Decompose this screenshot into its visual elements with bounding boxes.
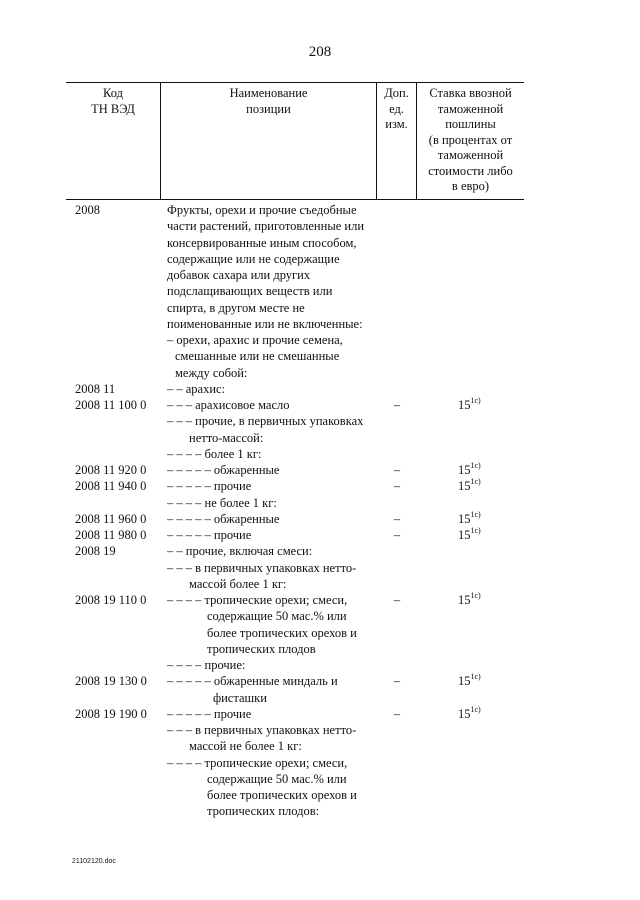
row-name-line: – – – – – обжаренные миндаль и (167, 674, 338, 689)
row-code: 2008 11 920 0 (75, 463, 147, 477)
rate-footnote: 1c) (470, 395, 481, 405)
row-name-line: более тропических орехов и (207, 625, 357, 640)
header-line: ТН ВЭД (91, 101, 135, 116)
rate-value: 15 (458, 463, 471, 477)
page-number: 208 (308, 44, 332, 60)
row-name-line: Фрукты, орехи и прочие съедобные (167, 203, 357, 217)
header-line: таможенной (437, 148, 504, 162)
row-name-line: массой более 1 кг: (189, 576, 287, 591)
rate-footnote: 1c) (470, 477, 481, 487)
row-name-line: – – – – не более 1 кг: (167, 495, 277, 510)
row-name-line: фисташки (213, 690, 267, 705)
row-name-line: поименованные или не включенные: (167, 316, 363, 331)
header-line: стоимости либо (428, 163, 513, 178)
header-unit (377, 86, 416, 133)
row-name-line: между собой: (175, 365, 248, 380)
row-code: 2008 19 190 0 (75, 706, 147, 721)
row-name-line: массой не более 1 кг: (189, 739, 302, 754)
header-line: пошлины (445, 117, 496, 131)
header-line: в евро) (451, 179, 490, 193)
row-name-line: более тропических орехов и (207, 788, 357, 802)
row-name-line: – – – прочие, в первичных упаковках (167, 414, 364, 429)
rate-value: 15 (458, 706, 471, 721)
row-name-line: подслащивающих веществ или (167, 284, 333, 299)
row-name-line: консервированные иным способом, (167, 235, 357, 250)
row-name-line: содержащие или не содержащие (167, 251, 340, 266)
rate-value: 15 (458, 398, 471, 412)
row-name-line: нетто-массой: (189, 430, 264, 445)
header-line: Наименование (229, 86, 308, 100)
row-rate (458, 395, 481, 414)
row-code: 2008 11 100 0 (75, 398, 147, 412)
header-line: таможенной (437, 101, 504, 116)
row-name-line: – – – – – прочие (167, 528, 252, 542)
row-name-line: части растений, приготовленные или (167, 219, 365, 234)
rate-footnote: 1c) (470, 509, 481, 519)
row-name-line: – – – – – обжаренные (167, 511, 280, 526)
row-rate (458, 479, 481, 495)
row-code: 2008 11 940 0 (75, 479, 147, 494)
row-code: 2008 11 (75, 381, 116, 396)
header-line: (в процентах от (428, 132, 513, 147)
row-unit: – (393, 706, 401, 721)
rate-footnote: 1c) (470, 525, 481, 535)
row-code: 2008 19 130 0 (75, 674, 147, 689)
row-name-line: спирта, в другом месте не (167, 300, 305, 315)
rate-footnote: 1c) (470, 460, 481, 470)
row-rate (458, 590, 481, 609)
header-line: Ставка ввозной (429, 86, 512, 100)
rate-value: 15 (458, 593, 471, 607)
row-name-line: тропических плодов: (207, 804, 320, 819)
header-line: Доп. (384, 86, 409, 100)
rate-value: 15 (458, 528, 471, 542)
row-rate (458, 704, 481, 723)
header-code (66, 86, 160, 117)
row-unit: – (393, 479, 401, 494)
row-unit: – (393, 593, 401, 607)
row-code: 2008 19 110 0 (75, 593, 147, 607)
row-name-line: – – – – – обжаренные (167, 463, 280, 477)
header-name (161, 86, 376, 117)
row-rate (458, 674, 481, 690)
rate-value: 15 (458, 674, 471, 689)
row-unit: – (393, 511, 401, 526)
row-unit: – (393, 674, 401, 689)
row-name-line: – – – в первичных упаковках нетто- (167, 560, 357, 575)
row-name-line: тропических плодов (207, 641, 316, 656)
rate-footnote: 1c) (470, 590, 481, 600)
row-name-line: – – – в первичных упаковках нетто- (167, 723, 357, 737)
rate-footnote: 1c) (470, 672, 481, 682)
row-unit: – (393, 528, 401, 542)
file-name-footer: 21102120.doc (72, 858, 116, 865)
row-name-line: – – – – более 1 кг: (167, 446, 262, 461)
row-name-line: содержащие 50 мас.% или (207, 609, 347, 624)
header-line: Код (103, 86, 123, 100)
row-name-line: содержащие 50 мас.% или (207, 771, 347, 786)
header-line: ед. (389, 101, 404, 116)
header-rate (417, 86, 524, 195)
row-name-line: – – – – – прочие (167, 479, 252, 494)
row-code: 2008 11 960 0 (75, 511, 147, 526)
header-line: изм. (385, 117, 408, 131)
row-name-line: – – – – тропические орехи; смеси, (167, 593, 348, 607)
row-unit: – (393, 398, 401, 412)
row-rate (458, 509, 481, 528)
row-name-line: добавок сахара или других (167, 268, 311, 282)
rate-value: 15 (458, 479, 471, 494)
row-name-line: – – – – прочие: (167, 658, 246, 672)
rate-footnote: 1c) (470, 704, 481, 714)
row-name-line: – – – – тропические орехи; смеси, (167, 755, 348, 770)
header-line: позиции (246, 101, 291, 116)
row-name-line: – – прочие, включая смеси: (167, 544, 313, 559)
row-rate (458, 525, 481, 544)
row-code: 2008 (75, 203, 100, 217)
row-name-line: – – – арахисовое масло (167, 398, 290, 412)
row-name-line: – – – – – прочие (167, 706, 252, 721)
row-unit: – (393, 463, 401, 477)
row-name-line: – орехи, арахис и прочие семена, (167, 333, 343, 347)
rate-value: 15 (458, 511, 471, 526)
row-name-line: – – арахис: (167, 381, 226, 396)
row-code: 2008 11 980 0 (75, 528, 147, 542)
row-code: 2008 19 (75, 544, 116, 559)
row-name-line: смешанные или не смешанные (175, 349, 340, 364)
